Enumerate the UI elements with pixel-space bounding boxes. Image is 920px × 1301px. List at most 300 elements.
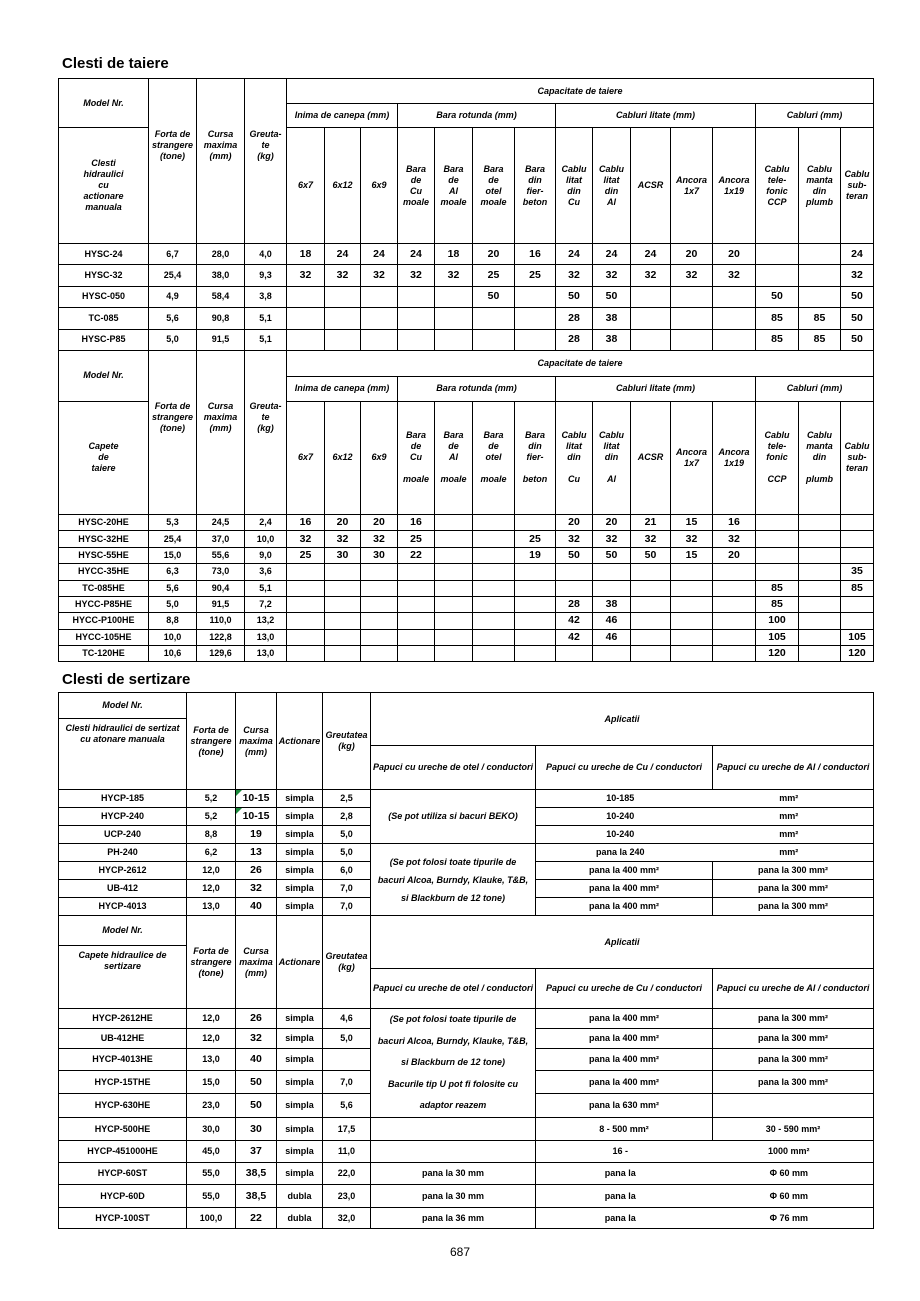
cu-cell: pana la 400 mm²	[536, 1071, 713, 1094]
cursa-header: Cursa maxima (mm)	[197, 350, 245, 514]
jaws-note: (Se pot folosi toate tipurile de bacuri Alcoa, Burndy, Klauke, T&B, si Blackburn de 12 tone) Bacurile tip U pot fi folosite cu adaptor reazem	[371, 1009, 536, 1118]
table-cell: 50	[556, 286, 593, 307]
column-header: Ancora 1x19	[713, 401, 756, 514]
table-row	[59, 629, 874, 645]
table-row	[59, 1208, 874, 1229]
section-title-cutting: Clesti de taiere	[62, 55, 169, 72]
column-header: Bara din fier- beton	[515, 401, 556, 514]
cu-cell: pana la 400 mm²	[536, 862, 713, 880]
column-header: Cablu litat din Al	[593, 401, 631, 514]
beko-note: (Se pot utiliza si bacuri BEKO)	[371, 790, 536, 844]
actionare-cell: simpla	[277, 898, 323, 916]
table-cell: 120	[756, 646, 799, 662]
model-cell: HYCC-35HE	[59, 564, 149, 580]
capacity-header: Capacitate de taiere	[287, 79, 874, 104]
cursa-cell: 38,5	[236, 1185, 277, 1208]
application-header: Papuci cu ureche de Al / conductori	[713, 746, 874, 790]
table-row	[59, 1118, 874, 1141]
cu-value: 10-185	[606, 793, 635, 803]
table-cell: 32	[287, 265, 325, 286]
table-cell: 9,0	[245, 547, 287, 563]
forta-cell: 6,2	[187, 844, 236, 862]
model-cell: HYSC-20HE	[59, 514, 149, 530]
table-cell	[713, 613, 756, 629]
model-cell: HYSC-55HE	[59, 547, 149, 563]
table-cell: 19	[515, 547, 556, 563]
table-cell	[799, 564, 841, 580]
table-cell	[631, 596, 671, 612]
forta-cell: 13,0	[187, 1049, 236, 1071]
table-cell	[671, 596, 713, 612]
table-cell	[473, 596, 515, 612]
actionare-cell: simpla	[277, 1118, 323, 1141]
table-cell	[756, 265, 799, 286]
table-cell: 24	[631, 244, 671, 265]
table-cell	[713, 329, 756, 350]
table-cell	[398, 613, 435, 629]
actionare-cell: simpla	[277, 808, 323, 826]
table-row	[59, 1163, 874, 1185]
forta-header: Forta de strangere (tone)	[187, 693, 236, 790]
forta-cell: 45,0	[187, 1141, 236, 1163]
table-cell	[325, 564, 361, 580]
application-header: Papuci cu ureche de Cu / conductori	[536, 969, 713, 1009]
table-cell: 50	[473, 286, 515, 307]
table-cell	[515, 629, 556, 645]
greutate-cell: 4,6	[323, 1009, 371, 1029]
table-cell: 20	[593, 514, 631, 530]
table-cell: 20	[473, 244, 515, 265]
column-header: Cablu manta din plumb	[799, 128, 841, 244]
table-cell	[671, 329, 713, 350]
model-cell: TC-120HE	[59, 646, 149, 662]
application-merged-cell	[536, 1185, 874, 1208]
table-cell: 38	[593, 329, 631, 350]
table-cell: 25	[473, 265, 515, 286]
cursa-cell: 38,5	[236, 1163, 277, 1185]
table-cell: 73,0	[197, 564, 245, 580]
table-cell	[799, 286, 841, 307]
table-cell: 24	[361, 244, 398, 265]
table-cell: 20	[713, 547, 756, 563]
page-number: 687	[449, 1245, 471, 1259]
cursa-cell: 40	[236, 898, 277, 916]
cursa-cell: 30	[236, 1118, 277, 1141]
forta-cell: 8,8	[187, 826, 236, 844]
table-cell: 25	[398, 531, 435, 547]
forta-cell: 12,0	[187, 880, 236, 898]
table-cell	[435, 308, 473, 329]
column-header: ACSR	[631, 128, 671, 244]
table-cell: 5,0	[149, 329, 197, 350]
cu-cell: pana la 400 mm²	[536, 898, 713, 916]
model-cell: HYCP-4013HE	[59, 1049, 187, 1071]
table-cell: 32	[713, 265, 756, 286]
table-row	[59, 596, 874, 612]
actionare-cell: simpla	[277, 1141, 323, 1163]
table-cell	[756, 547, 799, 563]
table-cell: 120	[841, 646, 874, 662]
table-cell: 28	[556, 308, 593, 329]
table-row	[59, 580, 874, 596]
alcoa-note: (Se pot folosi toate tipurile de bacuri Alcoa, Burndy, Klauke, T&B, si Blackburn de 12 tone)	[371, 844, 536, 916]
table-cell	[631, 286, 671, 307]
table-cell: 5,1	[245, 580, 287, 596]
table-cell: 38	[593, 308, 631, 329]
table-cell: 20	[325, 514, 361, 530]
table-cell: 20	[671, 244, 713, 265]
table-row	[59, 564, 874, 580]
actionare-cell: simpla	[277, 1029, 323, 1049]
table-cell: 32	[556, 265, 593, 286]
forta-cell: 23,0	[187, 1094, 236, 1118]
table-cell	[515, 646, 556, 662]
model-category-label: Capete hidraulice de sertizare	[59, 946, 187, 1009]
model-cell: HYCP-500HE	[59, 1118, 187, 1141]
al-value: mm²	[779, 847, 799, 857]
table-cell: 20	[556, 514, 593, 530]
model-cell: HYSC-32HE	[59, 531, 149, 547]
table-cell	[671, 564, 713, 580]
column-header: Bara de Cu moale	[398, 401, 435, 514]
table-cell	[631, 308, 671, 329]
table-cell	[398, 580, 435, 596]
table-cell: 32	[671, 531, 713, 547]
forta-cell: 12,0	[187, 1009, 236, 1029]
cursa-cell: 26	[236, 1009, 277, 1029]
table-cell: 5,0	[149, 596, 197, 612]
otel-cell: pana la 30 mm	[371, 1185, 536, 1208]
cursa-cell: 10-15	[236, 808, 277, 826]
forta-cell: 12,0	[187, 1029, 236, 1049]
al-cell: 30 - 590 mm²	[713, 1118, 874, 1141]
column-header: 6x7	[287, 128, 325, 244]
table-cell: 105	[756, 629, 799, 645]
greutate-cell: 11,0	[323, 1141, 371, 1163]
table-cell	[398, 308, 435, 329]
table-cell: 3,8	[245, 286, 287, 307]
forta-cell: 15,0	[187, 1071, 236, 1094]
cutting-tools-table	[58, 78, 874, 662]
application-merged-cell	[536, 808, 874, 826]
table-cell	[361, 580, 398, 596]
table-cell	[799, 244, 841, 265]
table-cell	[799, 629, 841, 645]
table-cell	[473, 580, 515, 596]
table-cell: 85	[756, 308, 799, 329]
column-header: 6x7	[287, 401, 325, 514]
greutatea-header: Greutatea (kg)	[323, 693, 371, 790]
table-cell	[515, 514, 556, 530]
table-cell	[713, 646, 756, 662]
cursa-header: Cursa maxima (mm)	[236, 916, 277, 1009]
model-cell: HYSC-P85	[59, 329, 149, 350]
cursa-cell: 10-15	[236, 790, 277, 808]
table-cell	[799, 547, 841, 563]
al-cell: pana la 300 mm²	[713, 1049, 874, 1071]
model-cell: HYCP-451000HE	[59, 1141, 187, 1163]
table-cell	[287, 613, 325, 629]
capacity-header: Capacitate de taiere	[287, 350, 874, 376]
cu-cell: 8 - 500 mm²	[536, 1118, 713, 1141]
table-cell	[361, 629, 398, 645]
table-cell	[473, 308, 515, 329]
model-cell: HYSC-32	[59, 265, 149, 286]
cursa-cell: 32	[236, 1029, 277, 1049]
column-header: 6x12	[325, 128, 361, 244]
table-cell	[473, 613, 515, 629]
table-cell	[435, 547, 473, 563]
al-value: 1000 mm²	[768, 1146, 810, 1156]
table-cell	[841, 596, 874, 612]
greutate-cell: 17,5	[323, 1118, 371, 1141]
model-cell: HYCP-15THE	[59, 1071, 187, 1094]
table-cell	[325, 596, 361, 612]
forta-cell: 13,0	[187, 898, 236, 916]
otel-cell: pana la 30 mm	[371, 1163, 536, 1185]
al-cell: pana la 300 mm²	[713, 898, 874, 916]
table-cell: 24	[398, 244, 435, 265]
forta-cell: 100,0	[187, 1208, 236, 1229]
greutate-cell: 2,8	[323, 808, 371, 826]
table-cell	[713, 629, 756, 645]
model-category-label: Clesti hidraulici cu actionare manuala	[59, 128, 149, 244]
table-cell: 28,0	[197, 244, 245, 265]
forta-cell: 55,0	[187, 1163, 236, 1185]
application-merged-cell	[536, 1208, 874, 1229]
cursa-cell: 37	[236, 1141, 277, 1163]
table-cell: 37,0	[197, 531, 245, 547]
table-cell	[515, 329, 556, 350]
table-cell	[515, 564, 556, 580]
cu-cell: pana la 400 mm²	[536, 880, 713, 898]
table-cell	[473, 646, 515, 662]
table-cell: 7,2	[245, 596, 287, 612]
table-cell	[799, 265, 841, 286]
table-cell	[515, 596, 556, 612]
table-row	[59, 308, 874, 329]
table-cell: 10,0	[149, 629, 197, 645]
table-row	[59, 329, 874, 350]
application-merged-cell	[536, 1141, 874, 1163]
group-header: Cabluri (mm)	[756, 104, 874, 128]
table-cell	[287, 646, 325, 662]
table-cell	[671, 629, 713, 645]
table-cell	[435, 629, 473, 645]
table-cell: 42	[556, 613, 593, 629]
cu-cell: pana la 630 mm²	[536, 1094, 713, 1118]
table-cell: 32	[325, 531, 361, 547]
table-cell: 32	[631, 265, 671, 286]
table-cell: 32	[361, 531, 398, 547]
table-cell	[361, 596, 398, 612]
table-cell	[435, 564, 473, 580]
model-cell: HYCP-240	[59, 808, 187, 826]
table-cell: 24,5	[197, 514, 245, 530]
cursa-cell: 40	[236, 1049, 277, 1071]
table-cell: 30	[361, 547, 398, 563]
table-cell	[841, 514, 874, 530]
column-header: Bara de otel moale	[473, 128, 515, 244]
table-cell	[473, 329, 515, 350]
table-cell	[287, 596, 325, 612]
table-cell: 22	[398, 547, 435, 563]
column-header: 6x12	[325, 401, 361, 514]
table-cell: 91,5	[197, 329, 245, 350]
forta-header: Forta de strangere (tone)	[149, 350, 197, 514]
greutate-cell: 5,0	[323, 1029, 371, 1049]
actionare-cell: simpla	[277, 1009, 323, 1029]
table-cell: 5,6	[149, 308, 197, 329]
table-cell	[435, 329, 473, 350]
table-cell: 110,0	[197, 613, 245, 629]
table-cell: 10,0	[245, 531, 287, 547]
table-cell	[435, 286, 473, 307]
table-cell: 90,8	[197, 308, 245, 329]
table-cell: 15	[671, 547, 713, 563]
table-cell: 38,0	[197, 265, 245, 286]
table-cell	[756, 514, 799, 530]
table-cell	[593, 564, 631, 580]
column-header: Cablu litat din Cu	[556, 401, 593, 514]
application-merged-cell	[536, 844, 874, 862]
column-header: Bara de Al moale	[435, 128, 473, 244]
al-cell: pana la 300 mm²	[713, 1009, 874, 1029]
table-cell: 16	[398, 514, 435, 530]
table-cell	[398, 329, 435, 350]
greutate-cell: 7,0	[323, 1071, 371, 1094]
table-cell	[435, 613, 473, 629]
table-row	[59, 646, 874, 662]
table-cell	[435, 596, 473, 612]
group-header: Cabluri litate (mm)	[556, 104, 756, 128]
cu-cell: pana la 400 mm²	[536, 1009, 713, 1029]
application-header: Papuci cu ureche de otel / conductori	[371, 969, 536, 1009]
table-cell	[473, 514, 515, 530]
section-title-crimping: Clesti de sertizare	[62, 671, 191, 688]
greutate-cell: 6,0	[323, 862, 371, 880]
table-cell: 32	[556, 531, 593, 547]
table-cell: 24	[841, 244, 874, 265]
forta-header: Forta de strangere (tone)	[149, 79, 197, 244]
table-cell: 58,4	[197, 286, 245, 307]
model-cell: UCP-240	[59, 826, 187, 844]
table-cell: 32	[593, 531, 631, 547]
table-cell: 50	[631, 547, 671, 563]
group-header: Bara rotunda (mm)	[398, 376, 556, 401]
al-cell: pana la 300 mm²	[713, 862, 874, 880]
column-header: Cablu manta din plumb	[799, 401, 841, 514]
model-nr-header: Model Nr.	[59, 79, 149, 128]
actionare-cell: simpla	[277, 862, 323, 880]
table-cell: 4,0	[245, 244, 287, 265]
model-nr-header: Model Nr.	[59, 350, 149, 401]
cu-value: 16 -	[612, 1146, 629, 1156]
al-cell: pana la 300 mm²	[713, 880, 874, 898]
table-cell: 55,6	[197, 547, 245, 563]
table-cell: 32	[631, 531, 671, 547]
model-cell: UB-412	[59, 880, 187, 898]
greutate-cell	[323, 1049, 371, 1071]
table-cell	[361, 329, 398, 350]
table-cell	[841, 531, 874, 547]
table-cell	[398, 564, 435, 580]
table-cell: 6,3	[149, 564, 197, 580]
table-cell	[325, 286, 361, 307]
application-merged-cell	[536, 1163, 874, 1185]
table-cell	[398, 646, 435, 662]
model-cell: HYCP-60ST	[59, 1163, 187, 1185]
cursa-cell: 26	[236, 862, 277, 880]
column-header: Cablu sub- teran	[841, 128, 874, 244]
al-value: Φ 76 mm	[769, 1212, 808, 1223]
table-cell: 5,6	[149, 580, 197, 596]
cu-value: pana la	[604, 1212, 636, 1223]
table-cell	[473, 531, 515, 547]
table-cell	[473, 564, 515, 580]
table-cell	[631, 580, 671, 596]
actionare-cell: simpla	[277, 1049, 323, 1071]
table-cell: 91,5	[197, 596, 245, 612]
table-row	[59, 1141, 874, 1163]
table-cell	[799, 613, 841, 629]
table-cell	[287, 564, 325, 580]
table-cell	[799, 531, 841, 547]
table-cell	[435, 531, 473, 547]
table-cell: 28	[556, 329, 593, 350]
table-cell: 50	[841, 329, 874, 350]
al-value: Φ 60 mm	[769, 1190, 808, 1201]
table-cell	[287, 308, 325, 329]
table-cell: 32	[361, 265, 398, 286]
table-cell	[799, 646, 841, 662]
greutate-cell: 22,0	[323, 1163, 371, 1185]
table-cell	[671, 646, 713, 662]
table-cell	[361, 564, 398, 580]
table-cell: 13,0	[245, 629, 287, 645]
table-cell	[841, 547, 874, 563]
model-nr-header: Model Nr.	[59, 916, 187, 946]
table-cell: 85	[756, 596, 799, 612]
table-cell	[671, 308, 713, 329]
table-cell	[325, 646, 361, 662]
greutate-cell: 7,0	[323, 898, 371, 916]
model-cell: TC-085	[59, 308, 149, 329]
table-cell: 122,8	[197, 629, 245, 645]
table-cell: 85	[756, 580, 799, 596]
table-cell: 5,1	[245, 308, 287, 329]
greutate-cell: 5,6	[323, 1094, 371, 1118]
actionare-cell: simpla	[277, 1071, 323, 1094]
table-cell	[361, 613, 398, 629]
table-cell: 85	[841, 580, 874, 596]
table-cell: 8,8	[149, 613, 197, 629]
application-header: Papuci cu ureche de otel / conductori	[371, 746, 536, 790]
table-cell: 16	[515, 244, 556, 265]
table-cell	[435, 646, 473, 662]
table-cell	[713, 596, 756, 612]
otel-cell: pana la 36 mm	[371, 1208, 536, 1229]
table-cell: 90,4	[197, 580, 245, 596]
table-cell: 32	[287, 531, 325, 547]
group-header: Cabluri litate (mm)	[556, 376, 756, 401]
column-header: Bara de Cu moale	[398, 128, 435, 244]
table-row	[59, 286, 874, 307]
group-header: Inima de canepa (mm)	[287, 376, 398, 401]
column-header: ACSR	[631, 401, 671, 514]
table-cell	[756, 531, 799, 547]
table-cell	[713, 580, 756, 596]
